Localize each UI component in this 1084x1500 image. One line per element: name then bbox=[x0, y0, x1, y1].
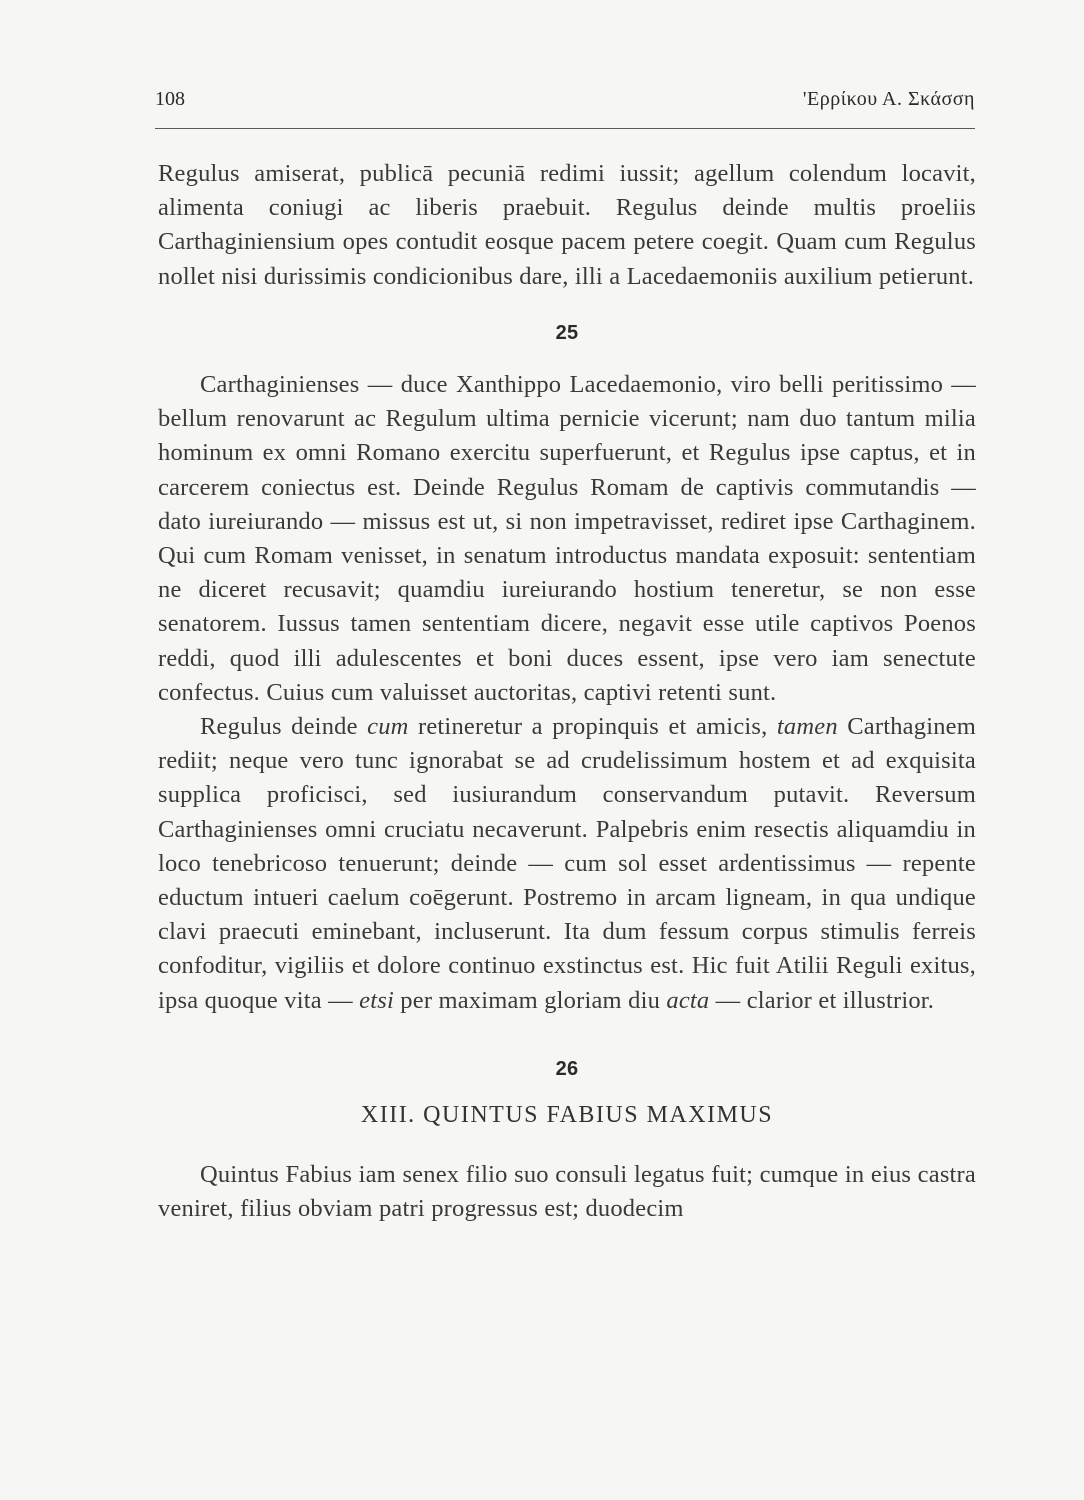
paragraph-1: Regulus amiserat, publicā pecuniā redimi iussit; agellum colendum locavit, alimenta coniugi ac liberis praebuit. Regulus deinde multis proeliis Carthaginiensium opes contudit eosque pacem petere coegit. Quam cum Regulus nollet nisi durissimis condicionibus dare, illi a Lacedaemoniis auxilium petierunt. bbox=[158, 160, 976, 290]
text-span: Regulus deinde bbox=[200, 713, 368, 741]
text-span: Carthaginem rediit; neque vero tunc ignorabat se ad crudelissimum hostem et ad exquisita supplica proficisci, sed iusiurandum conservandum putavit. Reversum Carthaginienses omni cruciatu necaverunt. Palpebris enim resectis aliquamdiu in loco tenebricoso tenuerunt; deinde — cum sol esset ardentissimus — repente eductum intueri caelum coēgerunt. Postremo in arcam ligneam, in qua undique clavi praecuti eminebant, incluserunt. Ita dum fessum corpus stimulis ferreis confoditur, vigiliis et dolore continuo exstinctus est. Hic fuit Atilii Reguli exitus, ipsa quoque vita — bbox=[158, 713, 976, 1014]
paragraph-2: Carthaginienses — duce Xanthippo Lacedaemonio, viro belli peritissimo — bellum renovarunt ac Regulum ultima pernicie vicerunt; nam duo tantum milia hominum ex omni Romano exercitu superfuerunt, et Regulus ipse captus, et in carcerem coniectus est. Deinde Regulus Romam de captivis commutandis — dato iureiurando — missus est ut, si non impetravisset, rediret ipse Carthaginem. Qui cum Romam venisset, in senatum introductus mandata exposuit: sententiam ne diceret recusavit; quamdiu iureiurando hostium teneretur, se non esse senatorem. Iussus tamen sententiam dicere, negavit esse utile captivos Poenos reddi, quod illi adulescentes et boni duces essent, ipse vero iam senectute confectus. Cuius cum valuisset auctoritas, captivi retenti sunt. bbox=[158, 371, 976, 706]
paragraph-3 bbox=[158, 710, 976, 1018]
italic-word: cum bbox=[367, 713, 409, 741]
page-header bbox=[155, 88, 975, 118]
paragraph-4: Quintus Fabius iam senex filio suo consuli legatus fuit; cumque in eius castra veniret, filius obviam patri progressus est; duodecim bbox=[158, 1161, 976, 1223]
page-body bbox=[158, 157, 976, 1227]
text-span: retineretur a propinquis et amicis, bbox=[408, 713, 777, 741]
running-title: 'Ερρίκου Α. Σκάσση bbox=[802, 88, 975, 110]
header-rule bbox=[155, 128, 975, 129]
chapter-title: XIII. QUINTUS FABIUS MAXIMUS bbox=[360, 1102, 774, 1129]
italic-word: tamen bbox=[776, 713, 838, 741]
page-number: 108 bbox=[155, 88, 185, 110]
section-number-25: 25 bbox=[555, 321, 579, 344]
section-number-26: 26 bbox=[555, 1057, 579, 1080]
text-span: — clarior et illustrior. bbox=[709, 986, 935, 1014]
text-span: per maximam gloriam diu bbox=[393, 986, 667, 1014]
italic-word: etsi bbox=[359, 986, 394, 1014]
italic-word: acta bbox=[666, 986, 710, 1014]
